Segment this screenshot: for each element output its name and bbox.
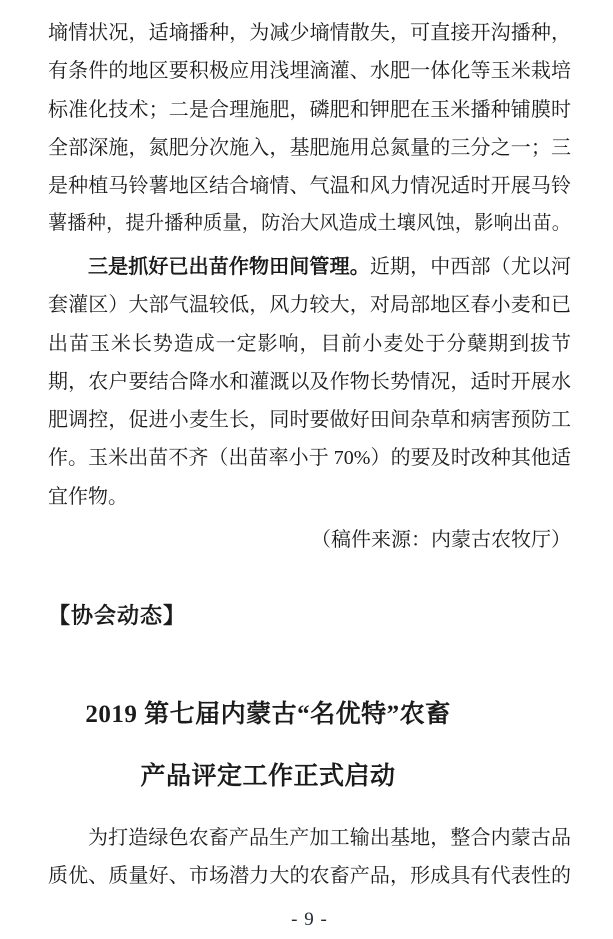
- text-line: 墒情状况，适墒播种，为减少墒情散失，可直接开沟播种，: [48, 22, 571, 44]
- paragraph-field-management: [48, 248, 571, 516]
- article-title-line-2: 产品评定工作正式启动: [140, 763, 396, 790]
- bold-lead-text: 三是抓好已出苗作物田间管理。: [88, 256, 370, 278]
- paragraph-sowing-guidance: [48, 14, 571, 244]
- text-line: 是种植马铃薯地区结合墒情、气温和风力情况适时开展马铃: [48, 175, 571, 198]
- article-title: [48, 684, 488, 808]
- text-line: 为打造绿色农畜产品生产加工输出基地，整合内蒙古品: [88, 827, 571, 849]
- lead-rest-text: 近期，中西部（尤以河: [369, 256, 571, 278]
- text-line: 全部深施，氮肥分次施入，基肥施用总氮量的三分之一；三: [48, 136, 571, 159]
- section-header-association-news: 【协会动态】: [48, 603, 187, 628]
- text-line: 出苗玉米长势造成一定影响，目前小麦处于分蘖期到拔节: [48, 332, 571, 355]
- text-line: 薯播种，提升播种质量，防治大风造成土壤风蚀，影响出苗。: [48, 213, 571, 235]
- text-line: 套灌区）大部气温较低，风力较大，对局部地区春小麦和已: [48, 294, 571, 317]
- text-line-with-bold-lead: [48, 248, 571, 286]
- text-line: 肥调控，促进小麦生长，同时要做好田间杂草和病害预防工: [48, 409, 571, 432]
- article-title-line-1: 2019 第七届内蒙古“名优特”农畜: [85, 701, 451, 728]
- text-line: 期，农户要结合降水和灌溉以及作物长势情况，适时开展水: [48, 370, 571, 393]
- paragraph-article-intro: [48, 819, 571, 896]
- text-line: 有条件的地区要积极应用浅埋滴灌、水肥一体化等玉米栽培: [48, 60, 571, 83]
- source-credit-line: （稿件来源：内蒙古农牧厅）: [311, 529, 571, 551]
- text-line: 宜作物。: [48, 485, 128, 508]
- text-line: 作。玉米出苗不齐（出苗率小于 70%）的要及时改种其他适: [48, 447, 571, 470]
- text-line: 质优、质量好、市场潜力大的农畜产品，形成具有代表性的: [48, 865, 571, 888]
- page-number: - 9 -: [291, 909, 328, 930]
- text-line: 标准化技术；二是合理施肥，磷肥和钾肥在玉米播种铺膜时: [48, 98, 571, 121]
